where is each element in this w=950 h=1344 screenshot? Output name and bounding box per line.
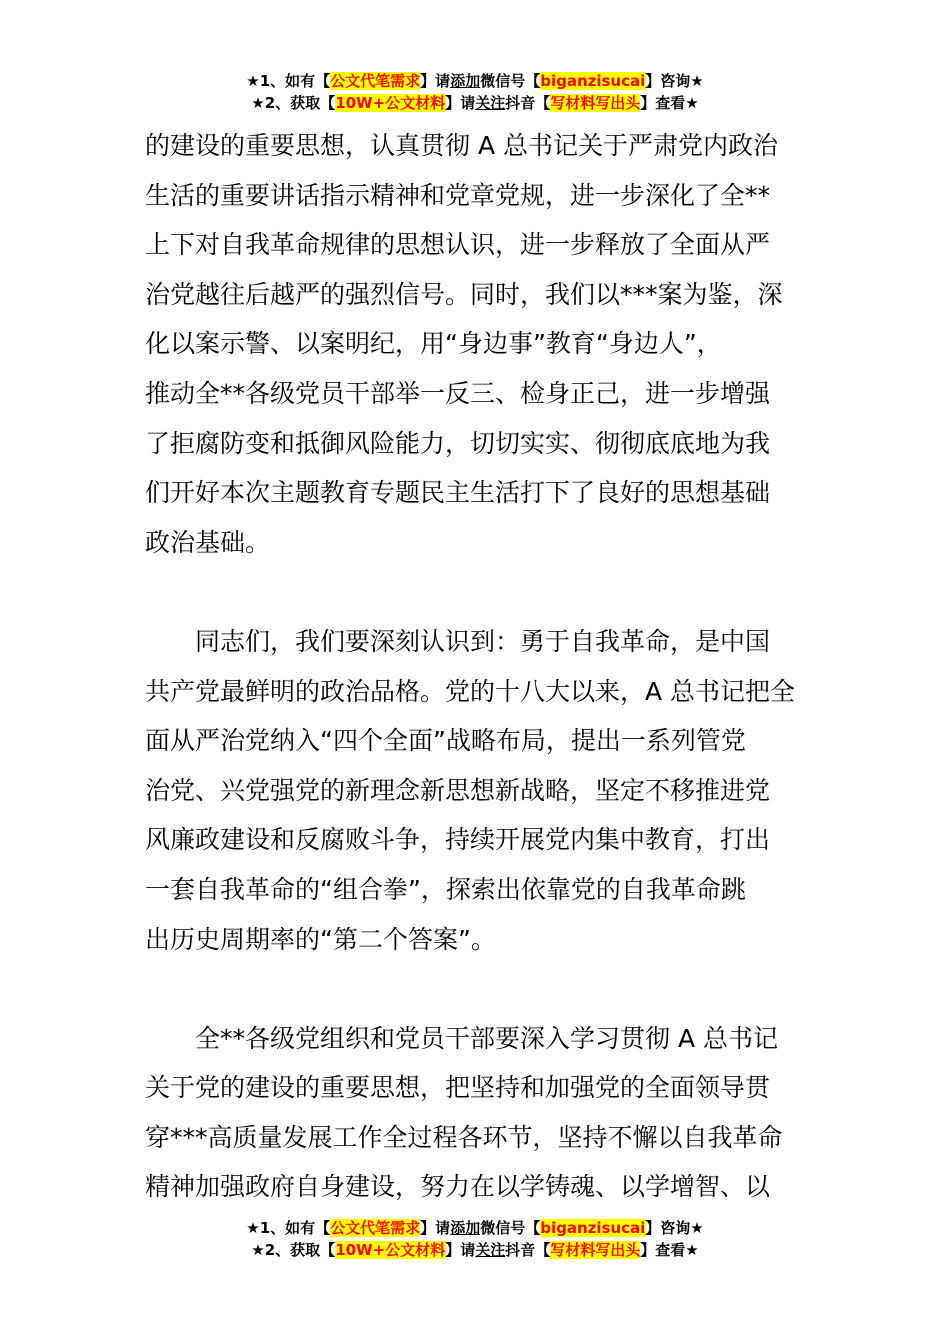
text-line: 推动全**各级党员干部举一反三、检身正己，进一步增强 (145, 378, 771, 408)
banner-text: 抖音【 (505, 94, 551, 112)
text-line: 精神加强政府自身建设，努力在以学铸魂、以学增智、以 (145, 1172, 771, 1202)
header-banner (0, 70, 950, 114)
text-line: 了拒腐防变和抵御风险能力，切切实实、彻彻底底地为我 (145, 428, 771, 458)
banner-highlight: 写材料写出头 (550, 1241, 641, 1259)
paragraph-3 (145, 1014, 810, 1212)
banner-text: 微信号【 (480, 1219, 541, 1237)
banner-highlight: 10W+公文材料 (335, 94, 446, 112)
banner-text: 】请 (445, 1241, 476, 1259)
banner-text: 】请 (445, 94, 476, 112)
banner-highlight: 10W+公文材料 (335, 1241, 446, 1259)
text-line: 上下对自我革命规律的思想认识，进一步释放了全面从严 (145, 230, 771, 260)
text-line: 同志们，我们要深刻认识到：勇于自我革命，是中国 (195, 626, 771, 656)
text-line: 治党越往后越严的强烈信号。同时，我们以***案为鉴，深 (145, 279, 783, 309)
text-line: 治党、兴党强党的新理念新思想新战略，坚定不移推进党 (145, 775, 771, 805)
text-line: 们开好本次主题教育专题民主生活打下了良好的思想基础 (145, 478, 771, 508)
text-line: 的建设的重要思想，认真贯彻 A 总书记关于严肃党内政治 (145, 131, 778, 160)
paragraph-1 (145, 121, 810, 567)
banner-text: 】查看★ (640, 1241, 699, 1259)
banner-underline: 关注 (475, 94, 506, 112)
text-line: 全**各级党组织和党员干部要深入学习贯彻 A 总书记 (195, 1023, 778, 1053)
text-line: 出历史周期率的“第二个答案”。 (145, 924, 496, 954)
banner-text: 微信号【 (480, 72, 541, 90)
footer-banner (0, 1217, 950, 1261)
text-line: 生活的重要讲话指示精神和党章党规，进一步深化了全** (145, 180, 771, 210)
paragraph-gap (145, 964, 810, 1014)
text-line: 政治基础。 (145, 527, 271, 557)
banner-text: 】查看★ (640, 94, 699, 112)
text-line: 化以案示警、以案明纪，用“身边事”教育“身边人”， (145, 329, 722, 359)
banner-text: 抖音【 (505, 1241, 551, 1259)
banner-underline: 关注 (475, 1241, 506, 1259)
banner-highlight: 写材料写出头 (550, 94, 641, 112)
paragraph-2 (145, 617, 810, 964)
banner-highlight: 公文代笔需求 (330, 72, 421, 90)
text-line: 风廉政建设和反腐败斗争，持续开展党内集中教育，打出 (145, 825, 771, 855)
banner-text: ★1、如有【 (246, 1219, 331, 1237)
banner-text: 】请 (420, 72, 451, 90)
banner-text: 】咨询★ (645, 72, 704, 90)
document-body (145, 121, 810, 1212)
banner-text: ★1、如有【 (246, 72, 331, 90)
banner-highlight: biganzisucai (540, 72, 646, 90)
text-line: 面从严治党纳入“四个全面”战略布局，提出一系列管党 (145, 726, 746, 756)
banner-line-1 (0, 70, 950, 92)
text-line: 共产党最鲜明的政治品格。党的十八大以来，A 总书记把全 (145, 676, 796, 706)
banner-highlight: 公文代笔需求 (330, 1219, 421, 1237)
banner-text: 】咨询★ (645, 1219, 704, 1237)
banner-underline: 添加 (450, 1219, 481, 1237)
text-line: 穿***高质量发展工作全过程各环节，坚持不懈以自我革命 (145, 1122, 783, 1152)
banner-text: ★2、获取【 (251, 1241, 336, 1259)
banner-text: ★2、获取【 (251, 94, 336, 112)
banner-highlight: biganzisucai (540, 1219, 646, 1237)
text-line: 关于党的建设的重要思想，把坚持和加强党的全面领导贯 (145, 1073, 771, 1103)
paragraph-gap (145, 567, 810, 617)
banner-line-2 (0, 1239, 950, 1261)
banner-line-2 (0, 92, 950, 114)
text-line: 一套自我革命的“组合拳”，探索出依靠党的自我革命跳 (145, 874, 746, 904)
banner-underline: 添加 (450, 72, 481, 90)
banner-text: 】请 (420, 1219, 451, 1237)
banner-line-1 (0, 1217, 950, 1239)
